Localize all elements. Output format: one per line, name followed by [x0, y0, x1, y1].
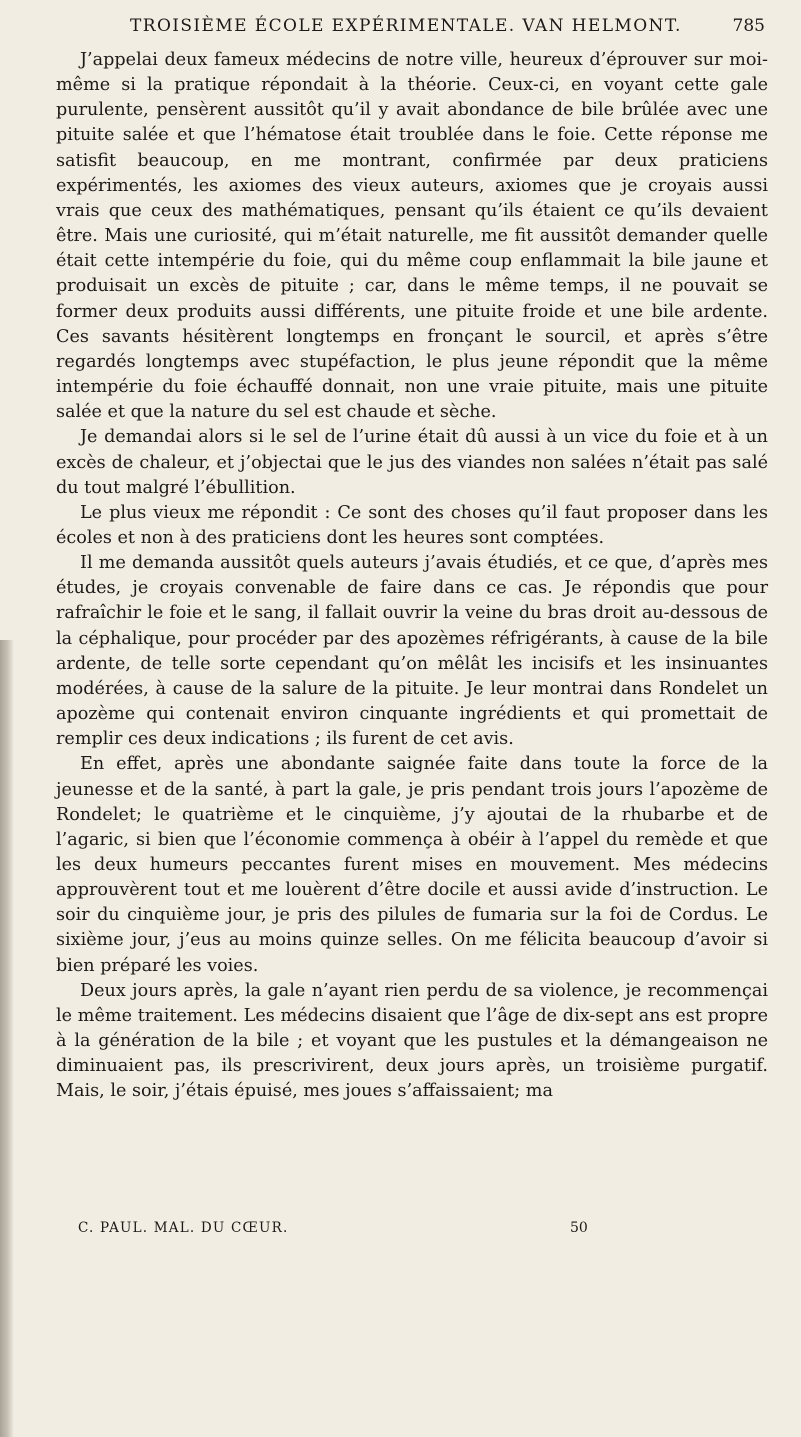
sheet-number: 50: [570, 1220, 588, 1236]
binding-shadow: [0, 640, 14, 1437]
paragraph: Deux jours après, la gale n’ayant rien perdu de sa violence, je recommençai le même traitement. Les médecins disaient que l’âge de dix-sept ans est propre à la génération de la bile ; et voyant que les pustules et la démangeaison ne diminuaient pas, ils prescrivirent, deux jours après, un troisième purgatif. Mais, le soir, j’étais épuisé, mes joues s’affaissaient; ma: [56, 980, 768, 1102]
running-head: TROISIÈME ÉCOLE EXPÉRIMENTALE. VAN HELMONT.: [130, 16, 682, 36]
printer-signature: C. PAUL. MAL. DU CŒUR.: [78, 1220, 289, 1236]
paragraph: J’appelai deux fameux médecins de notre ville, heureux d’éprouver sur moi-même si la pratique répondait à la théorie. Ceux-ci, en voyant cette gale purulente, pensèrent aussitôt qu’il y avait abondance de bile brûlée avec une pituite salée et que l’hématose était troublée dans le foie. Cette réponse me satisfit beaucoup, en me montrant, confirmée par deux praticiens expérimentés, les axiomes des vieux auteurs, axiomes que je croyais aussi vrais que ceux des mathématiques, pensant qu’ils étaient ce qu’ils devaient être. Mais une curiosité, qui m’était naturelle, me fit aussitôt demander quelle était cette intempérie du foie, qui du même coup enflammait la bile jaune et produisait un excès de pituite ; car, dans le même temps, il ne pouvait se former deux produits aussi différents, une pituite froide et une bile ardente. Ces savants hésitèrent longtemps en fronçant le sourcil, et après s’être regardés longtemps avec stupéfaction, le plus jeune répondit que la même intempérie du foie échauffé donnait, non une vraie pituite, mais une pituite salée et que la nature du sel est chaude et sèche.: [56, 50, 768, 423]
page-number: 785: [732, 16, 765, 36]
page-header: [0, 14, 801, 44]
body-text: [56, 48, 768, 1105]
page-footer: [0, 1216, 801, 1244]
paragraph: En effet, après une abondante saignée faite dans toute la force de la jeunesse et de la santé, à part la gale, je pris pendant trois jours l’apozème de Rondelet; le quatrième et le cinquième, j’y ajoutai de la rhubarbe et de l’agaric, si bien que l’économie commença à obéir à l’appel du remède et que les deux humeurs peccantes furent mises en mouvement. Mes médecins approuvèrent tout et me louèrent d’être docile et aussi avide d’instruction. Le soir du cinquième jour, je pris des pilules de fumaria sur la foi de Cordus. Le sixième jour, j’eus au moins quinze selles. On me félicita beaucoup d’avoir si bien préparé les voies.: [56, 754, 768, 976]
paragraph: Je demandai alors si le sel de l’urine était dû aussi à un vice du foie et à un excès de chaleur, et j’objectai que le jus des viandes non salées n’était pas salé du tout malgré l’ébullition.: [56, 427, 768, 498]
paragraph: Il me demanda aussitôt quels auteurs j’avais étudiés, et ce que, d’après mes études, je croyais convenable de faire dans ce cas. Je répondis que pour rafraîchir le foie et le sang, il fallait ouvrir la veine du bras droit au-dessous de la céphalique, pour procéder par des apozèmes réfrigérants, à cause de la bile ardente, de telle sorte cependant qu’on mêlât les incisifs et les insinuantes modérées, à cause de la salure de la pituite. Je leur montrai dans Rondelet un apozème qui contenait environ cinquante ingrédients et qui promettait de remplir ces deux indications ; ils furent de cet avis.: [56, 553, 768, 750]
paragraph: Le plus vieux me répondit : Ce sont des choses qu’il faut proposer dans les écoles et non à des praticiens dont les heures sont comptées.: [56, 502, 768, 548]
